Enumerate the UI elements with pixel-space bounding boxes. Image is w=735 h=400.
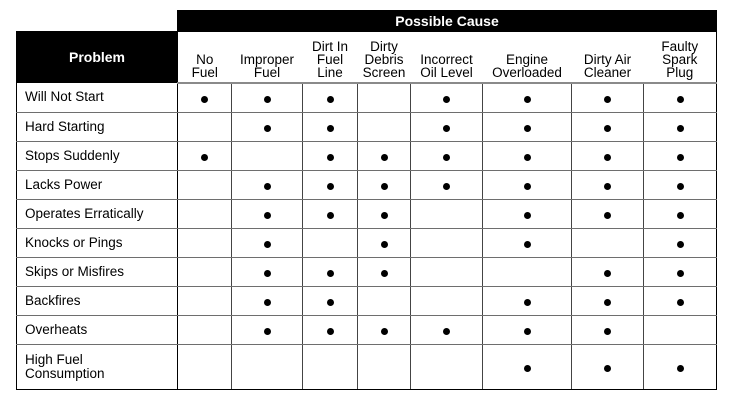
mark-cell <box>178 170 232 199</box>
group-header-row <box>17 11 717 32</box>
bullet-dot-icon <box>604 270 611 277</box>
mark-cell <box>232 315 303 344</box>
mark-cell <box>178 112 232 141</box>
bullet-dot-icon <box>677 365 684 372</box>
problem-cell <box>17 344 178 389</box>
mark-cell <box>644 286 717 315</box>
mark-cell <box>232 228 303 257</box>
problem-cell: Stops Suddenly <box>17 141 178 170</box>
problem-line: High Fuel <box>25 351 83 367</box>
cause-header-incorrect-oil-level <box>411 32 483 83</box>
cause-header-line: Screen <box>362 64 406 80</box>
cause-header-line: Improper <box>239 51 295 67</box>
troubleshooting-table-container <box>16 10 717 390</box>
mark-cell <box>358 112 411 141</box>
mark-cell <box>358 315 411 344</box>
mark-cell <box>411 286 483 315</box>
cause-header-line: Dirty <box>370 38 398 54</box>
cause-header-engine-overloaded <box>483 32 572 83</box>
bullet-dot-icon <box>327 328 334 335</box>
bullet-dot-icon <box>381 241 388 248</box>
mark-cell <box>232 112 303 141</box>
mark-cell <box>232 257 303 286</box>
cause-header-line: Spark <box>662 51 698 67</box>
mark-cell <box>178 286 232 315</box>
mark-cell <box>303 112 358 141</box>
bullet-dot-icon <box>381 183 388 190</box>
mark-cell <box>572 141 644 170</box>
cause-header-line: Engine <box>505 51 549 67</box>
bullet-dot-icon <box>524 299 531 306</box>
mark-cell <box>411 112 483 141</box>
mark-cell <box>572 315 644 344</box>
bullet-dot-icon <box>524 212 531 219</box>
bullet-dot-icon <box>524 96 531 103</box>
mark-cell <box>303 170 358 199</box>
table-row <box>17 257 717 286</box>
mark-cell <box>303 228 358 257</box>
bullet-dot-icon <box>604 96 611 103</box>
bullet-dot-icon <box>677 183 684 190</box>
bullet-dot-icon <box>327 270 334 277</box>
mark-cell <box>483 257 572 286</box>
bullet-dot-icon <box>327 96 334 103</box>
table-row <box>17 83 717 113</box>
mark-cell <box>411 170 483 199</box>
table-row <box>17 141 717 170</box>
mark-cell <box>483 344 572 389</box>
bullet-dot-icon <box>677 125 684 132</box>
cause-header-line: Faulty <box>661 38 699 54</box>
bullet-dot-icon <box>524 183 531 190</box>
mark-cell <box>358 257 411 286</box>
bullet-dot-icon <box>381 212 388 219</box>
mark-cell <box>483 141 572 170</box>
cause-header-faulty-spark-plug <box>644 32 717 83</box>
cause-header-dirty-debris-screen <box>358 32 411 83</box>
problem-line: Consumption <box>25 365 105 381</box>
bullet-dot-icon <box>381 154 388 161</box>
mark-cell <box>232 199 303 228</box>
bullet-dot-icon <box>524 365 531 372</box>
mark-cell <box>644 141 717 170</box>
mark-cell <box>411 83 483 113</box>
bullet-dot-icon <box>327 212 334 219</box>
cause-header-line: Fuel <box>253 64 281 80</box>
mark-cell <box>483 170 572 199</box>
mark-cell <box>644 83 717 113</box>
mark-cell <box>303 199 358 228</box>
problem-cell: Will Not Start <box>17 83 178 113</box>
bullet-dot-icon <box>677 96 684 103</box>
bullet-dot-icon <box>677 270 684 277</box>
cause-header-line: Debris <box>364 51 404 67</box>
mark-cell <box>178 228 232 257</box>
mark-cell <box>303 315 358 344</box>
cause-header-row <box>17 32 717 83</box>
table-body <box>17 83 717 390</box>
mark-cell <box>358 228 411 257</box>
problem-cell: Overheats <box>17 315 178 344</box>
mark-cell <box>178 199 232 228</box>
mark-cell <box>572 112 644 141</box>
mark-cell <box>572 83 644 113</box>
bullet-dot-icon <box>264 270 271 277</box>
table-row <box>17 315 717 344</box>
mark-cell <box>303 286 358 315</box>
bullet-dot-icon <box>604 212 611 219</box>
bullet-dot-icon <box>443 328 450 335</box>
bullet-dot-icon <box>604 328 611 335</box>
mark-cell <box>644 228 717 257</box>
mark-cell <box>644 344 717 389</box>
bullet-dot-icon <box>264 96 271 103</box>
mark-cell <box>358 344 411 389</box>
table-row <box>17 228 717 257</box>
cause-header-no-fuel <box>178 32 232 83</box>
mark-cell <box>411 344 483 389</box>
mark-cell <box>232 344 303 389</box>
mark-cell <box>411 141 483 170</box>
bullet-dot-icon <box>264 212 271 219</box>
bullet-dot-icon <box>381 270 388 277</box>
bullet-dot-icon <box>201 154 208 161</box>
bullet-dot-icon <box>327 154 334 161</box>
cause-header-line: Cleaner <box>583 64 632 80</box>
mark-cell <box>411 199 483 228</box>
problem-cell: Backfires <box>17 286 178 315</box>
bullet-dot-icon <box>443 125 450 132</box>
bullet-dot-icon <box>327 183 334 190</box>
mark-cell <box>358 199 411 228</box>
cause-header-line: Dirty Air <box>583 51 632 67</box>
problem-cell: Operates Erratically <box>17 199 178 228</box>
mark-cell <box>358 286 411 315</box>
bullet-dot-icon <box>443 183 450 190</box>
bullet-dot-icon <box>604 299 611 306</box>
mark-cell <box>303 344 358 389</box>
table-row <box>17 344 717 389</box>
cause-header-line: Incorrect <box>420 51 473 67</box>
cause-header-line: Dirt In <box>311 38 348 54</box>
bullet-dot-icon <box>264 241 271 248</box>
mark-cell <box>358 170 411 199</box>
bullet-dot-icon <box>677 212 684 219</box>
mark-cell <box>483 112 572 141</box>
possible-cause-header: Possible Cause <box>178 11 717 32</box>
table-row <box>17 112 717 141</box>
bullet-dot-icon <box>604 183 611 190</box>
bullet-dot-icon <box>604 365 611 372</box>
bullet-dot-icon <box>264 328 271 335</box>
cause-header-improper-fuel <box>232 32 303 83</box>
bullet-dot-icon <box>524 154 531 161</box>
bullet-dot-icon <box>264 125 271 132</box>
mark-cell <box>178 83 232 113</box>
problem-column-header: Problem <box>17 32 178 83</box>
mark-cell <box>178 257 232 286</box>
troubleshooting-table <box>16 10 717 390</box>
mark-cell <box>572 199 644 228</box>
mark-cell <box>572 257 644 286</box>
cause-header-line: Plug <box>666 64 694 80</box>
blank-corner <box>17 11 178 32</box>
cause-header-dirty-air-cleaner <box>572 32 644 83</box>
cause-header-line: Fuel <box>316 51 344 67</box>
mark-cell <box>411 315 483 344</box>
bullet-dot-icon <box>604 154 611 161</box>
bullet-dot-icon <box>264 299 271 306</box>
bullet-dot-icon <box>524 328 531 335</box>
bullet-dot-icon <box>201 96 208 103</box>
cause-header-line: Line <box>317 64 343 80</box>
mark-cell <box>483 286 572 315</box>
bullet-dot-icon <box>327 125 334 132</box>
mark-cell <box>178 344 232 389</box>
mark-cell <box>483 315 572 344</box>
problem-cell: Skips or Misfires <box>17 257 178 286</box>
mark-cell <box>572 344 644 389</box>
mark-cell <box>303 141 358 170</box>
mark-cell <box>232 83 303 113</box>
mark-cell <box>644 199 717 228</box>
mark-cell <box>572 170 644 199</box>
mark-cell <box>178 315 232 344</box>
problem-cell: Lacks Power <box>17 170 178 199</box>
mark-cell <box>572 228 644 257</box>
mark-cell <box>644 170 717 199</box>
bullet-dot-icon <box>604 125 611 132</box>
bullet-dot-icon <box>443 96 450 103</box>
mark-cell <box>483 199 572 228</box>
mark-cell <box>358 83 411 113</box>
mark-cell <box>411 228 483 257</box>
bullet-dot-icon <box>264 183 271 190</box>
bullet-dot-icon <box>524 241 531 248</box>
bullet-dot-icon <box>677 154 684 161</box>
cause-header-line: No <box>196 51 214 67</box>
cause-header-line: Overloaded <box>492 64 562 80</box>
table-row <box>17 170 717 199</box>
bullet-dot-icon <box>677 299 684 306</box>
mark-cell <box>483 83 572 113</box>
mark-cell <box>232 286 303 315</box>
cause-header-dirt-in-fuel-line <box>303 32 358 83</box>
mark-cell <box>644 112 717 141</box>
mark-cell <box>232 170 303 199</box>
mark-cell <box>303 83 358 113</box>
mark-cell <box>644 315 717 344</box>
mark-cell <box>483 228 572 257</box>
bullet-dot-icon <box>524 125 531 132</box>
mark-cell <box>572 286 644 315</box>
mark-cell <box>358 141 411 170</box>
bullet-dot-icon <box>443 154 450 161</box>
mark-cell <box>303 257 358 286</box>
mark-cell <box>178 141 232 170</box>
cause-header-line: Oil Level <box>420 64 473 80</box>
table-row <box>17 199 717 228</box>
problem-cell: Hard Starting <box>17 112 178 141</box>
bullet-dot-icon <box>381 328 388 335</box>
bullet-dot-icon <box>327 299 334 306</box>
mark-cell <box>411 257 483 286</box>
mark-cell <box>644 257 717 286</box>
mark-cell <box>232 141 303 170</box>
bullet-dot-icon <box>677 241 684 248</box>
cause-header-line: Fuel <box>191 64 218 80</box>
problem-cell: Knocks or Pings <box>17 228 178 257</box>
table-row <box>17 286 717 315</box>
